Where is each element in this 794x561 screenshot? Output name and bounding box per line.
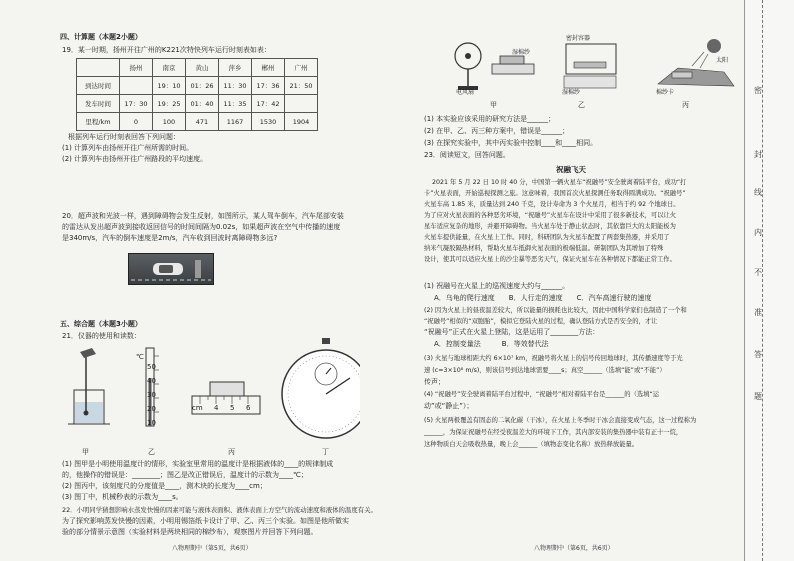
figure-label: 丁	[322, 448, 329, 456]
binding-line	[762, 0, 763, 561]
article-line: 2021 年 5 月 22 日 10 时 40 分，中国第一辆火星车“祝融号”安全驶离着陆平台，成功“打	[432, 179, 687, 186]
figure-label: 丙	[682, 101, 689, 109]
table-row	[77, 59, 318, 77]
table-cell: 1167	[219, 113, 252, 131]
figure-label: 乙	[578, 101, 585, 109]
table-cell: 广州	[285, 59, 318, 77]
table-cell: 19：10	[153, 77, 186, 95]
q23-line: 速 (c=3×10⁸ m/s)，则该信号到达地球需要____s；真空______（选填“能”或“不能”）	[424, 367, 666, 374]
q23-line: “祝融号”正式在火星上登陆，这是运用了________方法：	[424, 328, 600, 336]
thermometer-tick: 30	[147, 391, 156, 399]
figure-label: 乙	[148, 448, 155, 456]
table-cell: 01：40	[186, 95, 219, 113]
q23-line: “祝融号”相似的“双胞胎”，模拟它登陆火星的过程，确认登陆方式是否安全的，才让	[424, 318, 658, 325]
article-line: 火星车提供能量，在火星上工作。同时，科研团队为火星车配置了两套集热器，并采用了	[424, 234, 670, 241]
table-cell: 19：25	[153, 95, 186, 113]
binding-char: 不	[754, 268, 762, 277]
table-cell: 黄山	[186, 59, 219, 77]
question-23: 23．阅读短文，回答问题。	[424, 151, 510, 159]
ruler-tick: 6	[246, 404, 251, 412]
article-line: 火星车高 1.85 米，质量达到 240 千克，设计寿命为 3 个火星月，相当于约 92 个地球日。	[424, 201, 680, 208]
table-cell: 11：30	[219, 77, 252, 95]
thermometer-tick: 10	[147, 419, 156, 427]
q22-line: 22．小明同学猜想影响水蒸发快慢的因素可能与液体表面积、液体表面上方空气的流动速度和液体的温度有关。	[62, 506, 377, 514]
q23-line: A．控制变量法 B．等效替代法	[434, 340, 549, 348]
train-timetable	[76, 58, 318, 131]
figure-label: 棉纱卡	[656, 89, 675, 96]
binding-char: 内	[754, 228, 762, 237]
table-cell: 郴州	[252, 59, 285, 77]
figure-label: 电风扇	[456, 89, 475, 96]
q19-line: 根据列车运行时刻表回答下列问题：	[68, 133, 180, 141]
article-line: 为了应对火星表面的各种恶劣环境，“祝融号”火星车在设计中采用了很多新技术，可以让火	[424, 212, 677, 219]
section-4-title: 四、计算题（本题2小题）	[60, 33, 142, 41]
thermometer-tick: 40	[147, 377, 156, 385]
q21-line: 的，他操作的错误是：________；图乙是改正错误后，温度计的示数为____℃；	[62, 471, 308, 479]
table-cell: 发车时间	[77, 95, 120, 113]
question-21: 21．仪器的使用和读数：	[62, 332, 141, 340]
table-cell: 南京	[153, 59, 186, 77]
q20-line: 20．超声波和光波一样，遇到障碍物会发生反射，如图所示，某人驾车倒车，汽车尾部安装	[62, 212, 344, 220]
table-cell: 萍乡	[219, 59, 252, 77]
article-title: 祝融飞天	[556, 165, 586, 174]
table-cell	[285, 95, 318, 113]
figure-label: 甲	[82, 448, 89, 456]
q22-cont-line: (1) 本实验应该采用的研究方法是______；	[424, 115, 556, 123]
q22-line: 验的部分情景示意图（实验材料是两块相同的棉纱布），观察图片并回答下列问题。	[62, 528, 318, 536]
instrument-figures	[60, 338, 360, 448]
table-row	[77, 113, 318, 131]
thermometer-tick: 50	[147, 363, 156, 371]
table-cell: 17：30	[120, 95, 153, 113]
table-cell: 到达时间	[77, 77, 120, 95]
table-cell: 0	[120, 113, 153, 131]
figure-label: 太阳	[716, 57, 729, 64]
table-cell: 100	[153, 113, 186, 131]
article-line: 纳米气凝胶隔热材料，帮助火星车抵御火星表面的极端低温。研制团队为其增加了特殊	[424, 245, 664, 252]
page-footer: 八物理期中（第5页，共6页）	[172, 545, 252, 552]
question-19: 19．某一时期，扬州开往广州的K221次特快列车运行时刻表如表：	[62, 46, 271, 54]
q22-line: 为了探究影响蒸发快慢的因素，小明用锡箔纸卡设计了甲、乙、丙三个实验。如图是他所做实	[62, 517, 349, 525]
binding-margin	[744, 0, 794, 561]
q19-line: (1) 计算列车由扬州开往广州所需的时间。	[62, 144, 194, 152]
ruler-unit: cm	[192, 404, 203, 412]
sealed-container-figure	[564, 44, 616, 88]
q23-line: 这种物质白天会吸收热量，晚上会______（填物态变化名称）放热释放能量。	[424, 441, 639, 448]
figure-label: 密封容器	[566, 35, 591, 42]
q23-line: ______，为保证祝融号在经受夜温差大的环境下工作，其内部安装的集热器中装有正十一烷，	[424, 429, 683, 436]
table-cell: 11：35	[219, 95, 252, 113]
thermometer-scale-figure	[146, 348, 159, 426]
article-line: 星车适应复杂的地形，并避开障碍物。当火星车处于静止状态时，其依靠巨大的太阳能板为	[424, 223, 676, 230]
q23-line: 传声；	[424, 378, 445, 386]
figure-label: 甲	[490, 101, 497, 109]
q21-line: (2) 图丙中，该刻度尺的分度值是____，测木块的长度为____cm；	[62, 482, 267, 490]
article-line: 设计，使其可以适应火星上的沙尘暴等恶劣天气，保证火星车在各种情况下都能正常工作。	[424, 256, 676, 263]
q23-line: (1) 祝融号在火星上的巡视速度大约与______。	[424, 282, 570, 290]
q20-line: 的雷达从发出超声波到接收返回信号的时间间隔为0.02s，如果超声波在空气中传播的速度	[62, 223, 341, 231]
table-row	[77, 95, 318, 113]
reversing-car-photo	[128, 253, 214, 285]
q23-line: (5) 火星两极覆盖有固态的二氧化碳（干冰），在火星上冬季时干冰会直接变成气态，这一过程称为	[424, 417, 697, 424]
beaker-thermometer-figure	[68, 348, 110, 424]
right-page	[394, 0, 740, 561]
page-footer: 八物理期中（第6页，共6页）	[534, 545, 614, 552]
table-cell	[120, 77, 153, 95]
q23-line: 动”或“静止”）；	[424, 402, 474, 410]
table-cell	[77, 59, 120, 77]
figure-label: 丙	[228, 448, 235, 456]
q21-line: (3) 图丁中，机械秒表的示数为____s。	[62, 493, 183, 501]
q23-line: (2) 因为火星上的昼夜温差较大，所以能量的损耗也比较大，因此中国科学家们也制造了一个和	[424, 307, 687, 314]
binding-char: 密	[754, 86, 762, 95]
q23-line: (3) 火星与地球相距大约 6×10⁷ km，祝融号将火星上的信号传回地球时，其传播速度等于光	[424, 355, 683, 362]
figure-label: 湿棉纱	[562, 89, 581, 96]
q23-line: (4) “祝融号”安全驶离着陆平台过程中，“祝融号”相对着陆平台是______的（选填“运	[424, 391, 660, 398]
table-cell: 1530	[252, 113, 285, 131]
figure-label: 湿棉纱	[512, 49, 531, 56]
stopwatch-figure	[282, 338, 360, 438]
table-cell: 扬州	[120, 59, 153, 77]
table-cell: 1904	[285, 113, 318, 131]
evaporation-experiment-figures	[444, 28, 744, 110]
q21-line: (1) 图甲是小明使用温度计的情形，实验室里常用的温度计是根据液体的____的规律制成	[62, 460, 334, 468]
left-page	[0, 0, 394, 561]
table-row	[77, 77, 318, 95]
table-cell: 471	[186, 113, 219, 131]
table-cell: 17：42	[252, 95, 285, 113]
binding-char: 题	[754, 392, 762, 401]
table-cell: 17：36	[252, 77, 285, 95]
binding-char: 答	[754, 350, 762, 359]
table-cell: 21：50	[285, 77, 318, 95]
binding-char: 线	[754, 188, 762, 197]
car-icon	[129, 254, 213, 284]
thermometer-tick: 20	[147, 405, 156, 413]
ruler-tick: 5	[230, 404, 235, 412]
q20-line: 是340m/s，汽车的倒车速度是2m/s，汽车收到回波时离障碍物多远?	[62, 234, 278, 242]
q22-cont-line: (3) 在探究实验中，其中丙实验中控制____和____相同。	[424, 139, 598, 147]
table-cell: 01：26	[186, 77, 219, 95]
section-5-title: 五、综合题（本题3小题）	[60, 320, 142, 328]
q23-line: A．乌龟的爬行速度 B．人行走的速度 C．汽车高速行驶的速度	[434, 294, 652, 302]
article-line: 卡”火星表面，开始巡视探测之旅。这意味着，我国首次火星探测任务取得圆满成功。“祝融号”	[424, 190, 686, 197]
table-cell: 里程/km	[77, 113, 120, 131]
thermometer-unit: ℃	[136, 353, 144, 361]
q22-cont-line: (2) 在甲、乙、丙三种方案中，错误是______；	[424, 127, 570, 135]
binding-char: 封	[754, 150, 762, 159]
q19-line: (2) 计算列车由扬州开往广州路段的平均速度。	[62, 155, 208, 163]
binding-char: 准	[754, 308, 762, 317]
ruler-tick: 4	[214, 404, 219, 412]
